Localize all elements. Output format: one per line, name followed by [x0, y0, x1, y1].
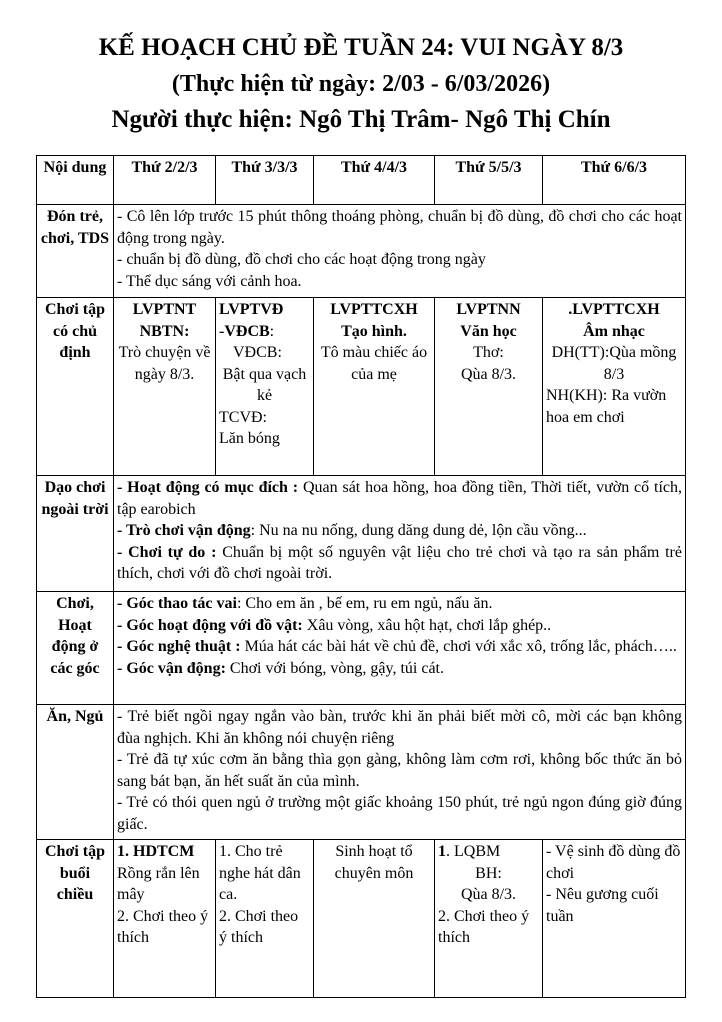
outdoor-item — [117, 542, 682, 585]
activity-detail: Tô màu chiếc áo của mẹ — [320, 344, 428, 383]
activity-area: LVPTNT — [132, 301, 197, 318]
planned-fri — [543, 298, 686, 476]
planned-tue — [216, 298, 314, 476]
day-header-mon: Thứ 2/2/3 — [114, 156, 216, 205]
corner-item-label: - Góc nghệ thuật : — [117, 638, 241, 655]
afternoon-activity-number: 1 — [438, 843, 446, 860]
outdoor-item-label: - Hoạt động có mục đích : — [117, 479, 299, 496]
afternoon-activity: - Nêu gương cuối tuần — [546, 886, 659, 925]
activity-detail: Trò chuyện về ngày 8/3. — [118, 344, 211, 383]
row-header-corners: Chơi, Hoạt động ở các góc — [37, 592, 114, 705]
meals-line: - Trẻ có thói quen ngủ ở trường một giấc khoảng 150 phút, trẻ ngủ ngon đúng giờ đúng giấc. — [117, 794, 682, 833]
corner-item — [117, 636, 682, 658]
row-header-meals: Ăn, Ngủ — [37, 705, 114, 840]
activity-subject — [219, 321, 310, 343]
activity-subject-label: -VĐCB — [219, 322, 270, 340]
afternoon-activity: 2. Chơi theo ý thích — [117, 907, 209, 946]
meals-content — [114, 705, 686, 840]
welcome-line: - Cô lên lớp trước 15 phút thông thoáng phòng, chuẩn bị đồ dùng, đồ chơi cho các hoạt động trong ngày. — [117, 208, 682, 247]
corner-item-label: - Góc hoạt động với đồ vật: — [117, 616, 303, 634]
row-header-planned: Chơi tập có chủ định — [37, 298, 114, 476]
activity-area: LVPTNN — [456, 301, 521, 318]
activity-detail: NH(KH): Ra vườn hoa em chơi — [546, 387, 667, 426]
activity-area: LVPTTCXH — [330, 301, 418, 318]
row-outdoor — [37, 476, 686, 592]
day-header-wed: Thứ 4/4/3 — [314, 156, 435, 205]
afternoon-activity: Qùa 8/3. — [460, 886, 517, 903]
day-header-fri: Thứ 6/6/3 — [543, 156, 686, 205]
corners-content — [114, 592, 686, 705]
afternoon-wed — [314, 840, 435, 998]
row-welcome — [37, 205, 686, 298]
period-line: (Thực hiện từ ngày: 2/03 - 6/03/2026) — [171, 71, 551, 97]
welcome-line: - Thể dục sáng với cảnh hoa. — [117, 272, 302, 290]
row-header-outdoor: Dạo chơi ngoài trời — [37, 476, 114, 592]
outdoor-item-text: Chuẩn bị một số nguyên vật liệu cho trẻ chơi và tạo ra sản phẩm trẻ thích, chơi với đồ chơi ngoài trời. — [117, 543, 682, 582]
corner-item-label: - Góc vận động: — [117, 659, 226, 677]
activity-area: .LVPTTCXH — [568, 301, 660, 318]
outdoor-item-label: - Trò chơi vận động — [117, 522, 251, 539]
day-header-thu: Thứ 5/5/3 — [435, 156, 543, 205]
welcome-line: - chuẩn bị đồ dùng, đồ chơi cho các hoạt động trong ngày — [117, 251, 486, 268]
afternoon-thu — [435, 840, 543, 998]
afternoon-activity: - Vệ sinh đồ dùng đồ chơi — [546, 843, 681, 882]
outdoor-content — [114, 476, 686, 592]
afternoon-activity: BH: — [475, 864, 502, 882]
corner-item-text: Chơi với bóng, vòng, gậy, túi cát. — [225, 659, 444, 677]
afternoon-activity: 1. HDTCM — [117, 843, 195, 860]
row-header-afternoon: Chơi tập buổi chiều — [37, 840, 114, 998]
afternoon-activity-title: . LQBM — [446, 843, 501, 860]
welcome-content — [114, 205, 686, 298]
activity-subject-colon: : — [269, 322, 275, 340]
activity-area: LVPTVĐ — [219, 301, 284, 318]
activity-subject: Văn học — [460, 322, 517, 340]
activity-detail: Thơ: — [473, 344, 504, 361]
planned-thu — [435, 298, 543, 476]
activity-detail: TCVĐ: — [219, 408, 267, 426]
document-header — [0, 30, 722, 138]
corner-cell: Nội dung — [37, 156, 114, 205]
performers-line: Người thực hiện: Ngô Thị Trâm- Ngô Thị Chín — [111, 106, 611, 133]
afternoon-activity — [438, 841, 539, 863]
afternoon-activity: Rồng rắn lên mây — [117, 864, 200, 903]
outdoor-item — [117, 477, 682, 520]
outdoor-item — [117, 520, 682, 542]
activity-detail: DH(TT):Qùa mồng 8/3 — [551, 344, 677, 383]
corner-item — [117, 658, 682, 680]
activity-detail: Lăn bóng — [219, 430, 280, 447]
corner-item — [117, 615, 682, 637]
row-corners — [37, 592, 686, 705]
day-header-tue: Thứ 3/3/3 — [216, 156, 314, 205]
afternoon-activity: 1. Cho trẻ nghe hát dân ca. — [219, 843, 301, 903]
corner-item-text: Xâu vòng, xâu hột hạt, chơi lắp ghép.. — [302, 616, 552, 634]
afternoon-activity: 2. Chơi theo ý thích — [438, 907, 530, 946]
corner-item-text: : Cho em ăn , bế em, ru em ngủ, nấu ăn. — [236, 595, 493, 612]
weekly-plan-table — [36, 155, 686, 998]
outdoor-item-text: Quan sát hoa hồng, hoa đồng tiền, Thời tiết, vườn cổ tích, tập earobich — [117, 479, 682, 518]
activity-subject: Âm nhạc — [583, 322, 645, 340]
row-meals — [37, 705, 686, 840]
activity-detail: Qùa 8/3. — [460, 365, 517, 383]
page-title: KẾ HOẠCH CHỦ ĐỀ TUẦN 24: VUI NGÀY 8/3 — [98, 34, 624, 61]
activity-detail: Bật qua vạch kẻ — [222, 365, 307, 404]
afternoon-tue — [216, 840, 314, 998]
planned-mon — [114, 298, 216, 476]
afternoon-activity: Sinh hoạt tổ chuyên môn — [334, 843, 414, 882]
corner-item — [117, 593, 682, 615]
row-planned — [37, 298, 686, 476]
meals-line: - Trẻ đã tự xúc cơm ăn bằng thìa gọn gàng, không làm cơm rơi, không bốc thức ăn bỏ sang bát bạn, ăn hết suất ăn của mình. — [117, 751, 682, 790]
outdoor-item-label: - Chơi tự do : — [117, 543, 217, 561]
outdoor-item-text: : Nu na nu nống, dung dăng dung dẻ, lộn cầu vồng... — [250, 522, 587, 539]
table-header-row — [37, 156, 686, 205]
row-header-welcome: Đón trẻ, chơi, TDS — [37, 205, 114, 298]
planned-wed — [314, 298, 435, 476]
activity-detail: VĐCB: — [233, 344, 282, 361]
afternoon-activity: 2. Chơi theo ý thích — [219, 907, 299, 946]
afternoon-mon — [114, 840, 216, 998]
afternoon-fri — [543, 840, 686, 998]
activity-subject: NBTN: — [139, 322, 190, 340]
meals-line: - Trẻ biết ngồi ngay ngắn vào bàn, trước khi ăn phải biết mời cô, mời các bạn không đùa nghịch. Khi ăn không nói chuyện riêng — [117, 708, 682, 747]
row-afternoon — [37, 840, 686, 998]
corner-item-text: Múa hát các bài hát về chủ đề, chơi với xắc xô, trống lắc, phách….. — [240, 638, 677, 655]
activity-subject: Tạo hình. — [341, 322, 407, 340]
corner-item-label: - Góc thao tác vai — [117, 595, 237, 612]
